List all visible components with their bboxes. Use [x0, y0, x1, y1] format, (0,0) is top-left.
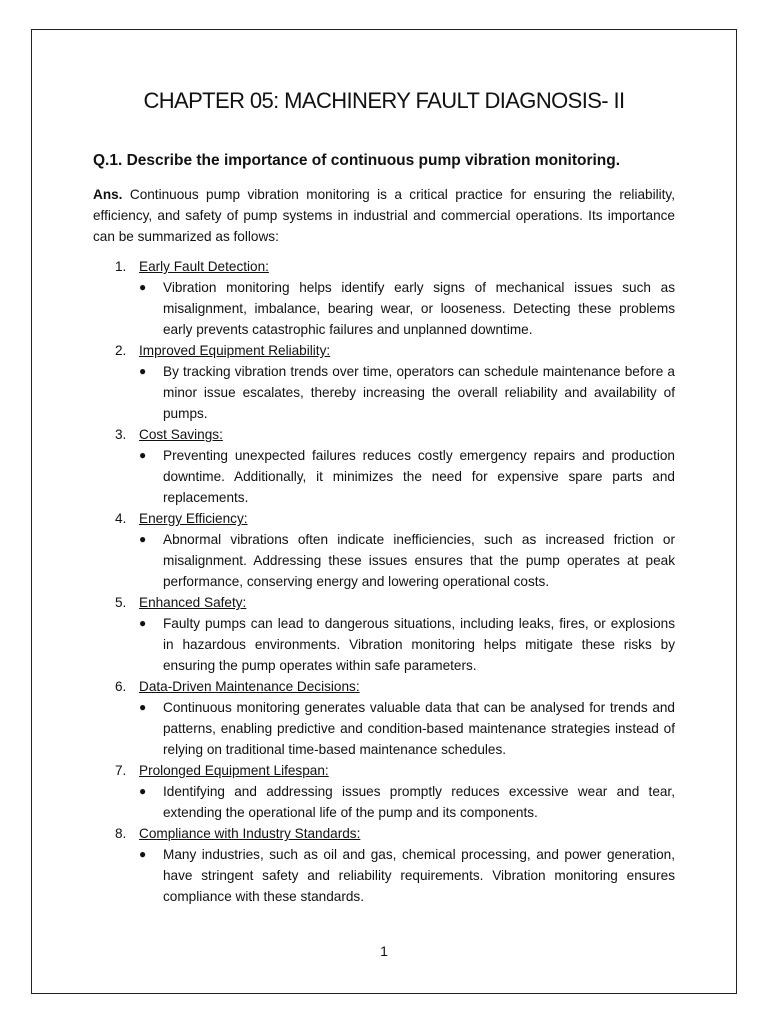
item-number: 8. [115, 826, 127, 841]
bullet-icon: ● [139, 448, 147, 462]
bullet-item [139, 844, 675, 907]
bullet-text: Vibration monitoring helps identify early signs of mechanical issues such as misalignment, imbalance, bearing wear, or looseness. Detecting these problems early prevents catastrophic failures and unplanned downtime. [163, 280, 675, 337]
item-heading: Improved Equipment Reliability: [139, 343, 331, 358]
bullet-list [139, 781, 675, 823]
item-heading: Compliance with Industry Standards: [139, 826, 361, 841]
bullet-item [139, 697, 675, 760]
answer-label: Ans. [93, 187, 123, 202]
item-heading: Prolonged Equipment Lifespan: [139, 763, 329, 778]
document-body [93, 150, 675, 907]
bullet-text: Many industries, such as oil and gas, chemical processing, and power generation, have stringent safety and reliability requirements. Vibration monitoring ensures compliance with these standards. [163, 847, 675, 904]
list-item [93, 592, 675, 676]
importance-list [93, 256, 675, 907]
list-item [93, 676, 675, 760]
bullet-text: Identifying and addressing issues promptly reduces excessive wear and tear, extending the operational life of the pump and its components. [163, 784, 675, 820]
list-item [93, 256, 675, 340]
item-heading: Energy Efficiency: [139, 511, 248, 526]
item-heading: Cost Savings: [139, 427, 223, 442]
item-number: 1. [115, 259, 127, 274]
bullet-text: Abnormal vibrations often indicate inefficiencies, such as increased friction or misalignment. Addressing these issues ensures that the pump operates at peak performance, conserving energy and lowering operational costs. [163, 532, 675, 589]
bullet-list [139, 844, 675, 907]
bullet-item [139, 277, 675, 340]
bullet-icon: ● [139, 280, 147, 294]
bullet-list [139, 277, 675, 340]
bullet-list [139, 697, 675, 760]
bullet-icon: ● [139, 616, 147, 630]
bullet-text: By tracking vibration trends over time, operators can schedule maintenance before a minor issue escalates, thereby increasing the overall reliability and availability of pumps. [163, 364, 675, 421]
item-number: 2. [115, 343, 127, 358]
item-number: 3. [115, 427, 127, 442]
list-item [93, 760, 675, 823]
list-item [93, 508, 675, 592]
bullet-item [139, 445, 675, 508]
bullet-icon: ● [139, 847, 147, 861]
bullet-icon: ● [139, 784, 147, 798]
list-item [93, 424, 675, 508]
bullet-list [139, 445, 675, 508]
page-number: 1 [380, 943, 388, 959]
question-heading: Q.1. Describe the importance of continuous pump vibration monitoring. [93, 152, 621, 169]
item-heading: Data-Driven Maintenance Decisions: [139, 679, 360, 694]
bullet-item [139, 361, 675, 424]
answer-intro-text: Continuous pump vibration monitoring is a critical practice for ensuring the reliability, efficiency, and safety of pump systems in industrial and commercial operations. Its importance can be summarized as follows: [93, 187, 675, 244]
list-item [93, 823, 675, 907]
answer-intro [93, 184, 675, 247]
bullet-list [139, 361, 675, 424]
bullet-icon: ● [139, 700, 147, 714]
bullet-list [139, 529, 675, 592]
bullet-list [139, 613, 675, 676]
item-number: 6. [115, 679, 127, 694]
bullet-text: Preventing unexpected failures reduces costly emergency repairs and production downtime. Additionally, it minimizes the need for expensive spare parts and replacements. [163, 448, 675, 505]
bullet-item [139, 529, 675, 592]
item-heading: Early Fault Detection: [139, 259, 269, 274]
bullet-item [139, 781, 675, 823]
list-item [93, 340, 675, 424]
item-number: 4. [115, 511, 127, 526]
item-heading: Enhanced Safety: [139, 595, 247, 610]
item-number: 7. [115, 763, 127, 778]
chapter-title: CHAPTER 05: MACHINERY FAULT DIAGNOSIS- II [143, 88, 625, 113]
bullet-icon: ● [139, 532, 147, 546]
item-number: 5. [115, 595, 127, 610]
bullet-text: Faulty pumps can lead to dangerous situations, including leaks, fires, or explosions in hazardous environments. Vibration monitoring helps mitigate these risks by ensuring the pump operates within safe parameters. [163, 616, 675, 673]
bullet-icon: ● [139, 364, 147, 378]
bullet-item [139, 613, 675, 676]
bullet-text: Continuous monitoring generates valuable data that can be analysed for trends and patterns, enabling predictive and condition-based maintenance strategies instead of relying on traditional time-based maintenance schedules. [163, 700, 675, 757]
